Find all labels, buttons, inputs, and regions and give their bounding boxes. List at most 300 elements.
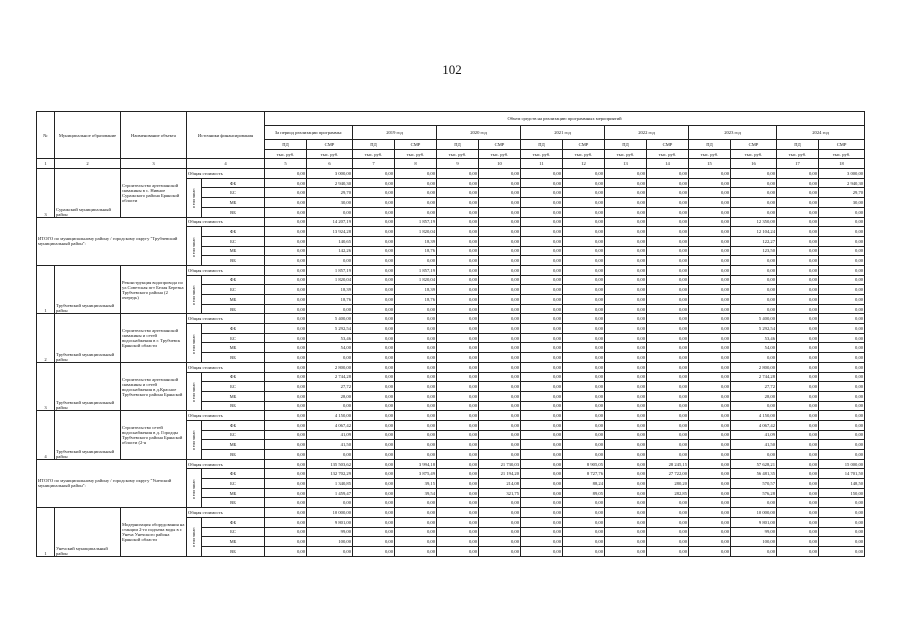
total-cost-label: Общая стоимость (187, 314, 265, 324)
value-cell: 0,00 (521, 372, 563, 382)
block-total-row (37, 459, 865, 469)
value-cell: 0,00 (605, 508, 647, 518)
source-label: ВБ (202, 304, 265, 314)
value-cell: 0,00 (777, 256, 819, 266)
value-cell: 0,00 (437, 469, 479, 479)
value-cell: 0,00 (479, 382, 521, 392)
value-cell: 0,00 (307, 256, 353, 266)
value-cell: 1 820,04 (395, 275, 437, 285)
value-cell: 0,00 (777, 285, 819, 295)
source-label: БС (202, 236, 265, 246)
value-cell: 88,24 (563, 479, 605, 489)
value-cell: 0,00 (689, 498, 731, 508)
header-unit: тыс. руб. (563, 149, 605, 159)
value-cell: 0,00 (563, 324, 605, 334)
value-cell: 0,00 (819, 324, 865, 334)
value-cell: 0,00 (307, 450, 353, 460)
value-cell: 0,00 (605, 391, 647, 401)
value-cell: 0,00 (777, 450, 819, 460)
municipality-name: Трубчевский муниципальный район (55, 314, 121, 362)
value-cell: 0,00 (563, 178, 605, 188)
value-cell: 0,00 (819, 333, 865, 343)
value-cell: 2 800,00 (307, 362, 353, 372)
source-label: ФБ (202, 275, 265, 285)
in-that-number-label: в том числе: (187, 324, 202, 363)
value-cell: 0,00 (521, 304, 563, 314)
value-cell: 0,00 (521, 188, 563, 198)
value-cell: 41,50 (731, 440, 777, 450)
source-label: БС (202, 285, 265, 295)
column-number: 18 (819, 159, 865, 169)
value-cell: 0,00 (395, 333, 437, 343)
column-number: 17 (777, 159, 819, 169)
value-cell: 0,00 (563, 430, 605, 440)
header-year: 2021 год (521, 126, 605, 140)
value-cell: 0,00 (605, 420, 647, 430)
value-cell: 12 104,24 (731, 227, 777, 237)
value-cell: 0,00 (521, 295, 563, 305)
total-cost-label: Общая стоимость (187, 411, 265, 421)
header-pd: ПД (605, 140, 647, 150)
value-cell: 0,00 (353, 314, 395, 324)
value-cell: 0,00 (563, 169, 605, 179)
value-cell: 0,00 (605, 411, 647, 421)
value-cell: 0,00 (605, 517, 647, 527)
municipality-name: Трубчевский муниципальный район (55, 411, 121, 459)
object-name: Строительство сетей водоснабжения в д. Городцы Трубчевского района Брянской области (2-я (121, 411, 187, 459)
value-cell: 0,00 (647, 420, 689, 430)
value-cell: 0,00 (563, 207, 605, 217)
value-cell: 0,00 (647, 382, 689, 392)
value-cell: 41,09 (731, 430, 777, 440)
value-cell: 0,00 (265, 169, 307, 179)
total-cost-label: Общая стоимость (187, 217, 265, 227)
in-that-number-label: в том числе: (187, 372, 202, 411)
value-cell: 148,50 (819, 479, 865, 489)
source-label: БС (202, 382, 265, 392)
value-cell: 0,00 (437, 265, 479, 275)
value-cell: 0,00 (777, 537, 819, 547)
in-that-number-label: в том числе: (187, 227, 202, 266)
value-cell: 0,00 (353, 169, 395, 179)
header-year: 2020 год (437, 126, 521, 140)
value-cell: 0,00 (647, 265, 689, 275)
value-cell: 0,00 (605, 207, 647, 217)
value-cell: 0,00 (647, 304, 689, 314)
value-cell: 0,00 (777, 333, 819, 343)
value-cell: 0,00 (647, 343, 689, 353)
value-cell: 0,00 (689, 188, 731, 198)
value-cell: 0,00 (819, 343, 865, 353)
row-number: 2 (37, 314, 55, 362)
value-cell: 0,00 (265, 178, 307, 188)
value-cell: 0,00 (563, 372, 605, 382)
value-cell: 0,00 (563, 188, 605, 198)
value-cell: 9 801,00 (731, 517, 777, 527)
value-cell: 0,00 (689, 362, 731, 372)
value-cell: 0,00 (353, 382, 395, 392)
value-cell: 0,00 (521, 450, 563, 460)
value-cell: 0,00 (521, 265, 563, 275)
value-cell: 0,00 (689, 401, 731, 411)
value-cell: 0,00 (689, 275, 731, 285)
value-cell: 0,00 (731, 353, 777, 363)
value-cell: 1 340,85 (307, 479, 353, 489)
value-cell: 0,00 (479, 256, 521, 266)
value-cell: 0,00 (563, 227, 605, 237)
value-cell: 0,00 (521, 227, 563, 237)
value-cell: 0,00 (605, 324, 647, 334)
value-cell: 1 459,47 (307, 488, 353, 498)
value-cell: 0,00 (395, 401, 437, 411)
value-cell: 0,00 (521, 207, 563, 217)
value-cell: 0,00 (563, 333, 605, 343)
value-cell: 0,00 (521, 333, 563, 343)
value-cell: 0,00 (437, 178, 479, 188)
value-cell: 0,00 (689, 236, 731, 246)
value-cell: 1 857,19 (307, 265, 353, 275)
source-label: ВБ (202, 207, 265, 217)
source-label: ФБ (202, 178, 265, 188)
header-unit: тыс. руб. (647, 149, 689, 159)
column-number: 3 (121, 159, 187, 169)
row-number: 4 (37, 411, 55, 459)
value-cell: 0,00 (563, 517, 605, 527)
value-cell: 0,00 (605, 450, 647, 460)
value-cell: 0,00 (647, 517, 689, 527)
municipality-name: Трубчевский муниципальный район (55, 265, 121, 313)
header-no: № (37, 112, 55, 159)
value-cell: 0,00 (819, 275, 865, 285)
value-cell: 0,00 (265, 469, 307, 479)
value-cell: 0,00 (479, 517, 521, 527)
value-cell: 0,00 (819, 217, 865, 227)
value-cell: 0,00 (521, 508, 563, 518)
value-cell: 0,00 (777, 304, 819, 314)
value-cell: 0,00 (353, 469, 395, 479)
value-cell: 123,50 (731, 246, 777, 256)
value-cell: 0,00 (777, 324, 819, 334)
value-cell: 0,00 (777, 430, 819, 440)
value-cell: 100,00 (307, 537, 353, 547)
value-cell: 0,00 (395, 324, 437, 334)
value-cell: 0,00 (395, 527, 437, 537)
value-cell: 0,00 (395, 517, 437, 527)
value-cell: 0,00 (521, 314, 563, 324)
value-cell: 0,00 (605, 537, 647, 547)
value-cell: 29,70 (819, 188, 865, 198)
value-cell: 5 292,54 (731, 324, 777, 334)
value-cell: 14 207,19 (307, 217, 353, 227)
value-cell: 99,00 (307, 527, 353, 537)
value-cell: 0,00 (479, 236, 521, 246)
header-smr: СМР (479, 140, 521, 150)
value-cell: 0,00 (353, 324, 395, 334)
value-cell: 0,00 (521, 343, 563, 353)
row-number: 3 (37, 362, 55, 410)
value-cell: 0,00 (689, 178, 731, 188)
header-unit: тыс. руб. (777, 149, 819, 159)
value-cell: 0,00 (353, 372, 395, 382)
value-cell: 0,00 (521, 362, 563, 372)
value-cell: 0,00 (563, 527, 605, 537)
value-cell: 0,00 (605, 459, 647, 469)
block-total-row (37, 217, 865, 227)
value-cell: 89,05 (563, 488, 605, 498)
in-that-number-label: в том числе: (187, 469, 202, 508)
value-cell: 0,00 (731, 498, 777, 508)
value-cell: 0,00 (563, 295, 605, 305)
header-unit: тыс. руб. (395, 149, 437, 159)
value-cell: 0,00 (563, 285, 605, 295)
value-cell: 0,00 (819, 304, 865, 314)
value-cell: 0,00 (777, 295, 819, 305)
source-label: БС (202, 479, 265, 489)
value-cell: 0,00 (265, 314, 307, 324)
value-cell: 0,00 (647, 440, 689, 450)
value-cell: 0,00 (647, 546, 689, 556)
value-cell: 0,00 (437, 382, 479, 392)
value-cell: 0,00 (437, 488, 479, 498)
value-cell: 0,00 (647, 314, 689, 324)
value-cell: 0,00 (437, 353, 479, 363)
value-cell: 0,00 (353, 198, 395, 208)
value-cell: 0,00 (605, 498, 647, 508)
value-cell: 0,00 (353, 236, 395, 246)
value-cell: 0,00 (647, 236, 689, 246)
value-cell: 0,00 (265, 324, 307, 334)
value-cell: 0,00 (689, 295, 731, 305)
value-cell: 0,00 (819, 372, 865, 382)
value-cell: 0,00 (521, 324, 563, 334)
value-cell: 0,00 (479, 450, 521, 460)
object-name: Модернизация оборудования на станции 2-го подъема воды в г. Унеча Унечского района Брянской области (121, 508, 187, 556)
value-cell: 0,00 (353, 227, 395, 237)
value-cell: 0,00 (777, 236, 819, 246)
in-that-number-label: в том числе: (187, 178, 202, 217)
value-cell: 0,00 (521, 178, 563, 188)
in-that-number-label: в том числе: (187, 275, 202, 314)
value-cell: 140,65 (307, 236, 353, 246)
value-cell: 0,00 (395, 362, 437, 372)
value-cell: 0,00 (437, 343, 479, 353)
value-cell: 0,00 (437, 537, 479, 547)
value-cell: 99,00 (731, 527, 777, 537)
value-cell: 0,00 (563, 275, 605, 285)
value-cell: 0,00 (647, 169, 689, 179)
value-cell: 0,00 (395, 546, 437, 556)
value-cell: 0,00 (647, 537, 689, 547)
value-cell: 0,00 (605, 527, 647, 537)
value-cell: 0,00 (479, 207, 521, 217)
value-cell: 0,00 (395, 353, 437, 363)
value-cell: 0,00 (689, 353, 731, 363)
value-cell: 0,00 (479, 324, 521, 334)
value-cell: 0,00 (437, 362, 479, 372)
value-cell: 0,00 (819, 411, 865, 421)
column-number-row (37, 159, 865, 169)
value-cell: 0,00 (437, 217, 479, 227)
value-cell: 0,00 (731, 275, 777, 285)
value-cell: 0,00 (353, 333, 395, 343)
value-cell: 0,00 (521, 411, 563, 421)
value-cell: 0,00 (521, 440, 563, 450)
value-cell: 0,00 (479, 362, 521, 372)
value-cell: 0,00 (689, 198, 731, 208)
value-cell: 0,00 (777, 188, 819, 198)
value-cell: 0,00 (353, 537, 395, 547)
value-cell: 0,00 (353, 479, 395, 489)
value-cell: 0,00 (605, 178, 647, 188)
value-cell: 4 150,00 (307, 411, 353, 421)
value-cell: 0,00 (479, 430, 521, 440)
value-cell: 5 400,00 (307, 314, 353, 324)
value-cell: 0,00 (647, 372, 689, 382)
value-cell: 0,00 (353, 295, 395, 305)
source-label: ВБ (202, 498, 265, 508)
value-cell: 0,00 (437, 324, 479, 334)
value-cell: 0,00 (353, 420, 395, 430)
value-cell: 0,00 (521, 217, 563, 227)
header-pd: ПД (777, 140, 819, 150)
value-cell: 0,00 (777, 488, 819, 498)
value-cell: 0,00 (647, 324, 689, 334)
value-cell: 18,39 (395, 236, 437, 246)
value-cell: 12 350,00 (731, 217, 777, 227)
value-cell: 0,00 (689, 527, 731, 537)
value-cell: 0,00 (479, 314, 521, 324)
value-cell: 0,00 (647, 188, 689, 198)
object-name: Строительство артезианской скважины в с. Нивное Суражского района Брянской области (121, 169, 187, 217)
value-cell: 0,00 (563, 401, 605, 411)
header-pd: ПД (521, 140, 563, 150)
value-cell: 0,00 (605, 295, 647, 305)
value-cell: 0,00 (265, 285, 307, 295)
column-number: 10 (479, 159, 521, 169)
value-cell: 5 400,00 (731, 314, 777, 324)
value-cell: 0,00 (265, 527, 307, 537)
value-cell: 0,00 (777, 314, 819, 324)
value-cell: 0,00 (395, 391, 437, 401)
value-cell: 0,00 (819, 227, 865, 237)
block-total-row (37, 411, 865, 421)
header-unit: тыс. руб. (353, 149, 395, 159)
value-cell: 18,39 (395, 285, 437, 295)
value-cell: 0,00 (777, 246, 819, 256)
value-cell: 132 702,29 (307, 469, 353, 479)
value-cell: 0,00 (605, 353, 647, 363)
value-cell: 0,00 (777, 411, 819, 421)
value-cell: 0,00 (265, 498, 307, 508)
header-unit: тыс. руб. (307, 149, 353, 159)
column-number: 16 (731, 159, 777, 169)
value-cell: 0,00 (731, 169, 777, 179)
value-cell: 0,00 (647, 207, 689, 217)
source-label: ФБ (202, 517, 265, 527)
municipality-name: Суражский муниципальный район (55, 169, 121, 217)
value-cell: 0,00 (353, 517, 395, 527)
value-cell: 2 940,30 (307, 178, 353, 188)
value-cell: 18,76 (395, 246, 437, 256)
value-cell: 0,00 (265, 333, 307, 343)
value-cell: 0,00 (605, 401, 647, 411)
value-cell: 0,00 (353, 430, 395, 440)
value-cell: 0,00 (479, 353, 521, 363)
value-cell: 0,00 (307, 401, 353, 411)
source-label: ФБ (202, 372, 265, 382)
value-cell: 0,00 (353, 265, 395, 275)
value-cell: 5 292,54 (307, 324, 353, 334)
value-cell: 0,00 (563, 391, 605, 401)
value-cell: 0,00 (437, 169, 479, 179)
value-cell: 0,00 (819, 207, 865, 217)
value-cell: 0,00 (521, 498, 563, 508)
value-cell: 4 067,42 (731, 420, 777, 430)
value-cell: 0,00 (689, 440, 731, 450)
value-cell: 282,85 (647, 488, 689, 498)
value-cell: 0,00 (265, 362, 307, 372)
value-cell: 0,00 (353, 285, 395, 295)
value-cell: 0,00 (265, 227, 307, 237)
value-cell: 0,00 (479, 169, 521, 179)
value-cell: 0,00 (647, 411, 689, 421)
source-label: ВБ (202, 353, 265, 363)
header-pd: ПД (265, 140, 307, 150)
value-cell: 0,00 (647, 430, 689, 440)
value-cell: 0,00 (731, 198, 777, 208)
value-cell: 0,00 (353, 527, 395, 537)
value-cell: 0,00 (563, 314, 605, 324)
value-cell: 0,00 (395, 314, 437, 324)
value-cell: 27,72 (731, 382, 777, 392)
value-cell: 0,00 (819, 353, 865, 363)
value-cell: 0,00 (605, 333, 647, 343)
row-number: 1 (37, 265, 55, 313)
total-cost-label: Общая стоимость (187, 265, 265, 275)
value-cell: 0,00 (689, 391, 731, 401)
value-cell: 0,00 (437, 517, 479, 527)
funding-table (36, 111, 865, 557)
value-cell: 0,00 (521, 537, 563, 547)
value-cell: 0,00 (437, 188, 479, 198)
value-cell: 0,00 (689, 217, 731, 227)
value-cell: 0,00 (563, 420, 605, 430)
value-cell: 0,00 (563, 440, 605, 450)
value-cell: 0,00 (605, 479, 647, 489)
value-cell: 0,00 (307, 546, 353, 556)
value-cell: 0,00 (265, 198, 307, 208)
value-cell: 0,00 (395, 420, 437, 430)
value-cell: 0,00 (819, 391, 865, 401)
value-cell: 0,00 (605, 469, 647, 479)
value-cell: 0,00 (689, 450, 731, 460)
value-cell: 18,76 (307, 295, 353, 305)
value-cell: 0,00 (395, 343, 437, 353)
value-cell: 0,00 (265, 217, 307, 227)
column-number: 9 (437, 159, 479, 169)
value-cell: 0,00 (605, 285, 647, 295)
value-cell: 0,00 (265, 440, 307, 450)
value-cell: 0,00 (437, 256, 479, 266)
value-cell: 214,08 (479, 479, 521, 489)
value-cell: 570,57 (731, 479, 777, 489)
value-cell: 0,00 (395, 178, 437, 188)
value-cell: 27 722,00 (647, 469, 689, 479)
header-unit: тыс. руб. (265, 149, 307, 159)
value-cell: 0,00 (777, 217, 819, 227)
header-volume: Объем средств на реализацию программных мероприятий (265, 112, 865, 126)
value-cell: 0,00 (353, 362, 395, 372)
